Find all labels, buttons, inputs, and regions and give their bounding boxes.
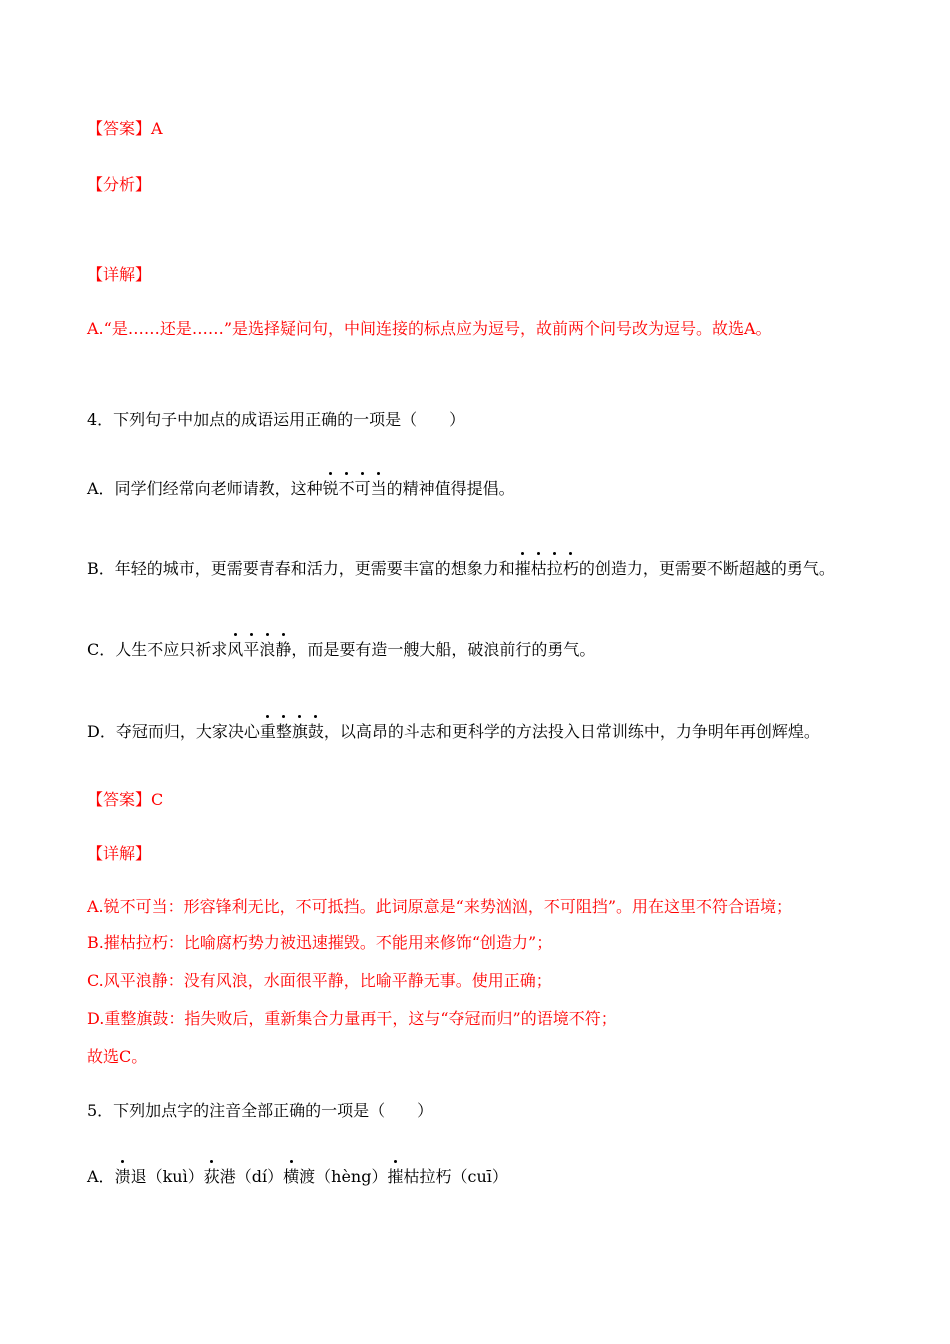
dotted-char: 当 (370, 479, 387, 498)
option-text-after: ，而是要有造一艘大船，破浪前行的勇气。 (291, 640, 596, 659)
q3-detail-text: A.“是……还是……”是选择疑问句，中间连接的标点应为逗号，故前两个问号改为逗号。故选A。 (87, 319, 772, 338)
q4-detail-b: B.摧枯拉朽：比喻腐朽势力被迅速摧毁。不能用来修饰“创造力”； (87, 933, 553, 952)
option-text-before: 人生不应只祈求 (115, 640, 228, 659)
q4-option-d (87, 721, 820, 743)
dotted-char: 浪 (259, 640, 276, 659)
q3-analysis-line (87, 174, 151, 196)
q5-stem: 5．下列加点字的注音全部正确的一项是（ ） (87, 1101, 434, 1120)
analysis-tag: 【分析】 (87, 175, 152, 194)
q4-detail-c: C.风平浪静：没有风浪，水面很平静，比喻平静无事。使用正确； (87, 971, 552, 990)
dotted-char: 不 (338, 479, 355, 498)
option-text-after: 的创造力，更需要不断超越的勇气。 (578, 559, 835, 578)
dotted-char: 拉 (546, 559, 563, 578)
q4-detail-a: A.锐不可当：形容锋利无比，不可抵挡。此词原意是“来势汹汹，不可阻挡”。用在这里不符合语境； (87, 897, 793, 916)
pinyin: （kuì） (146, 1167, 204, 1186)
answer-tag: 【答案】 (87, 119, 152, 138)
option-label: A． (87, 1167, 115, 1186)
dotted-char: 朽 (562, 559, 579, 578)
dotted-char: 鼓 (307, 722, 324, 741)
q3-detail-tag-line (87, 264, 151, 286)
option-text-after: 的精神值得提倡。 (386, 479, 515, 498)
pinyin: （hèng） (315, 1167, 388, 1186)
dotted-char: 整 (275, 722, 292, 741)
dotted-char: 风 (227, 640, 244, 659)
option-label: A． (87, 479, 115, 498)
dotted-char: 溃 (114, 1167, 131, 1186)
word-rest: 退 (130, 1167, 147, 1186)
q3-answer-line (87, 118, 163, 140)
q4-option-c (87, 639, 595, 661)
dotted-char: 可 (354, 479, 371, 498)
answer-value: C (151, 790, 164, 809)
detail-tag: 【详解】 (87, 265, 152, 284)
q4-option-a (87, 478, 515, 500)
q4-stem: 4．下列句子中加点的成语运用正确的一项是（ ） (87, 410, 466, 429)
dotted-char: 平 (243, 640, 260, 659)
option-label: B． (87, 559, 115, 578)
dotted-char: 摧 (514, 559, 531, 578)
word-rest: 渡 (299, 1167, 316, 1186)
option-text-before: 年轻的城市，更需要青春和活力，更需要丰富的想象力和 (114, 559, 515, 578)
q4-conclusion: 故选C。 (87, 1047, 148, 1066)
answer-tag: 【答案】 (87, 790, 152, 809)
q4-detail-d: D.重整旗鼓：指失败后，重新集合力量再干，这与“夺冠而归”的语境不符； (87, 1009, 617, 1028)
pinyin: （cuī） (451, 1167, 508, 1186)
dotted-char: 荻 (203, 1167, 220, 1186)
dotted-char: 横 (283, 1167, 300, 1186)
dotted-char: 旗 (291, 722, 308, 741)
q4-option-b (87, 558, 835, 580)
dotted-char: 重 (259, 722, 276, 741)
dotted-char: 枯 (530, 559, 547, 578)
dotted-char: 静 (275, 640, 292, 659)
word-rest: 枯拉朽 (403, 1167, 452, 1186)
option-label: D． (87, 722, 116, 741)
word-rest: 港 (219, 1167, 236, 1186)
q4-detail-tag-line (87, 843, 151, 865)
option-text-before: 夺冠而归，大家决心 (115, 722, 260, 741)
option-text-after: ，以高昂的斗志和更科学的方法投入日常训练中，力争明年再创辉煌。 (323, 722, 820, 741)
detail-tag: 【详解】 (87, 844, 152, 863)
option-label: C． (87, 640, 116, 659)
option-text-before: 同学们经常向老师请教，这种 (114, 479, 323, 498)
dotted-char: 锐 (322, 479, 339, 498)
answer-value: A (151, 119, 163, 138)
dotted-char: 摧 (387, 1167, 404, 1186)
q4-answer-line (87, 789, 163, 811)
q5-option-a (87, 1166, 508, 1188)
pinyin: （dí） (235, 1167, 284, 1186)
